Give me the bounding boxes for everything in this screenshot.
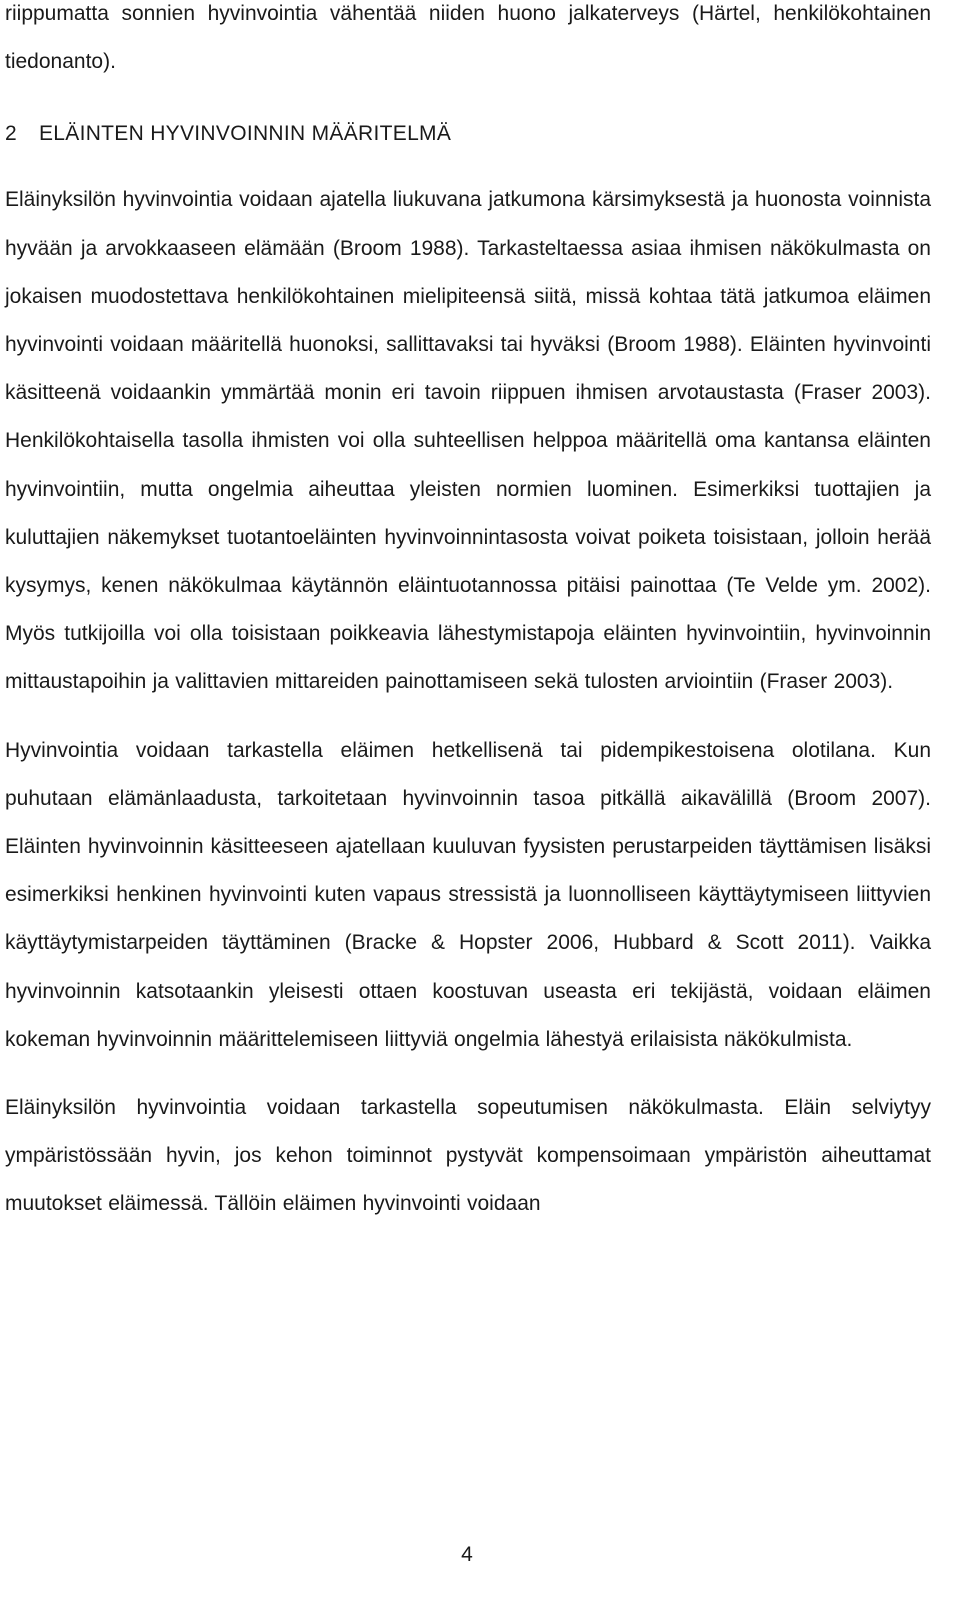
section-number: 2: [5, 122, 17, 146]
paragraph-continuation: riippumatta sonnien hyvinvointia vähentää niiden huono jalkaterveys (Härtel, henkilökohtainen tiedonanto).: [5, 2, 931, 74]
document-page: [5, 0, 931, 1229]
section-title: ELÄINTEN HYVINVOINNIN MÄÄRITELMÄ: [38, 122, 452, 146]
page-number: 4: [461, 1543, 473, 1566]
paragraph: Eläinyksilön hyvinvointia voidaan tarkastella sopeutumisen näkökulmasta. Eläin selviytyy ympäristössään hyvin, jos kehon toiminnot pystyvät kompensoimaan ympäristön aiheuttamat muutokset eläimessä. Tällöin eläimen hyvinvointi voidaan: [5, 1096, 931, 1216]
paragraph: Hyvinvointia voidaan tarkastella eläimen hetkellisenä tai pidempikestoisena olotilana. Kun puhutaan elämänlaadusta, tarkoitetaan hyvinvoinnin tasoa pitkällä aikavälillä (Broom 2007). Eläinten hyvinvoinnin käsitteeseen ajatellaan kuuluvan fyysisten perustarpeiden täyttämisen lisäksi esimerkiksi henkinen hyvinvointi kuten vapaus stressistä ja luonnolliseen käyttäytymiseen liittyvien käyttäytymistarpeiden täyttäminen (Bracke & Hopster 2006, Hubbard & Scott 2011). Vaikka hyvinvoinnin katsotaankin yleisesti ottaen koostuvan useasta eri tekijästä, voidaan eläimen kokeman hyvinvoinnin määrittelemiseen liittyviä ongelmia lähestyä erilaisista näkökulmista.: [5, 738, 931, 1051]
paragraph: Eläinyksilön hyvinvointia voidaan ajatella liukuvana jatkumona kärsimyksestä ja huonosta voinnista hyvään ja arvokkaaseen elämään (Broom 1988). Tarkasteltaessa asiaa ihmisen näkökulmasta on jokaisen muodostettava henkilökohtainen mielipiteensä siitä, missä kohtaa tätä jatkumoa eläimen hyvinvointi voidaan määritellä huonoksi, sallittavaksi tai hyväksi (Broom 1988). Eläinten hyvinvointi käsitteenä voidaankin ymmärtää monin eri tavoin riippuen ihmisen arvotaustasta (Fraser 2003). Henkilökohtaisella tasolla ihmisten voi olla suhteellisen helppoa määritellä oma kantansa eläinten hyvinvointiin, mutta ongelmia aiheuttaa yleisten normien luominen. Esimerkiksi tuottajien ja kuluttajien näkemykset tuotantoeläinten hyvinvoinnintasosta voivat poiketa toisistaan, jolloin herää kysymys, kenen näkökulmaa käytännön eläintuotannossa pitäisi painottaa (Te Velde ym. 2002). Myös tutkijoilla voi olla toisistaan poikkeavia lähestymistapoja eläinten hyvinvointiin, hyvinvoinnin mittaustapoihin ja valittavien mittareiden painottamiseen sekä tulosten arviointiin (Fraser 2003).: [5, 188, 931, 694]
section-heading: [5, 116, 931, 152]
